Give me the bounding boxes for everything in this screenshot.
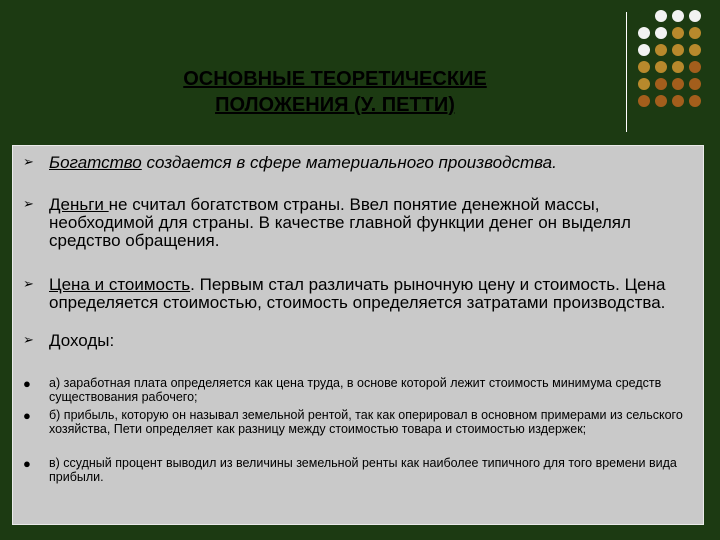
item-text: . Первым стал различать рыночную цену и стоимость. Цена определяется стоимостью, стоимость определяется затратами производства. — [49, 275, 666, 312]
item-lead: Цена и стоимость — [49, 275, 191, 294]
circle-bullet-icon: ● — [23, 456, 31, 471]
title-line-2: ПОЛОЖЕНИЯ (У. ПЕТТИ) — [215, 94, 455, 116]
item-lead: Богатство — [49, 153, 142, 172]
item-text: б) прибыль, которую он называл земельной рентой, так как оперировал в основном примерами из сельского хозяйства, Пети определяет как разницу между стоимостью товара и стоимостью издержек; — [49, 408, 683, 436]
item-text: Доходы: — [49, 331, 115, 350]
decorative-divider — [626, 12, 627, 132]
arrow-bullet-icon: ➢ — [23, 154, 34, 169]
item-lead: Деньги — [49, 195, 109, 214]
item-text: не считал богатством страны. Ввел понятие денежной массы, необходимой для страны. В качестве главной функции денег он выделял средство обращения. — [49, 195, 631, 250]
arrow-bullet-icon: ➢ — [23, 332, 34, 347]
slide-title — [100, 66, 570, 118]
arrow-bullet-icon: ➢ — [23, 276, 34, 291]
circle-bullet-icon: ● — [23, 376, 31, 391]
content-panel — [12, 145, 704, 525]
item-text: в) ссудный процент выводил из величины земельной ренты как наиболее типичного для того времени вида прибыли. — [49, 456, 677, 484]
item-text: а) заработная плата определяется как цена труда, в основе которой лежит стоимость минимума средств существования рабочего; — [49, 376, 662, 404]
decorative-dot-grid — [638, 10, 706, 112]
title-line-1: ОСНОВНЫЕ ТЕОРЕТИЧЕСКИЕ — [183, 68, 487, 90]
arrow-bullet-icon: ➢ — [23, 196, 34, 211]
circle-bullet-icon: ● — [23, 408, 31, 423]
item-text: создается в сфере материального производства. — [141, 153, 557, 172]
